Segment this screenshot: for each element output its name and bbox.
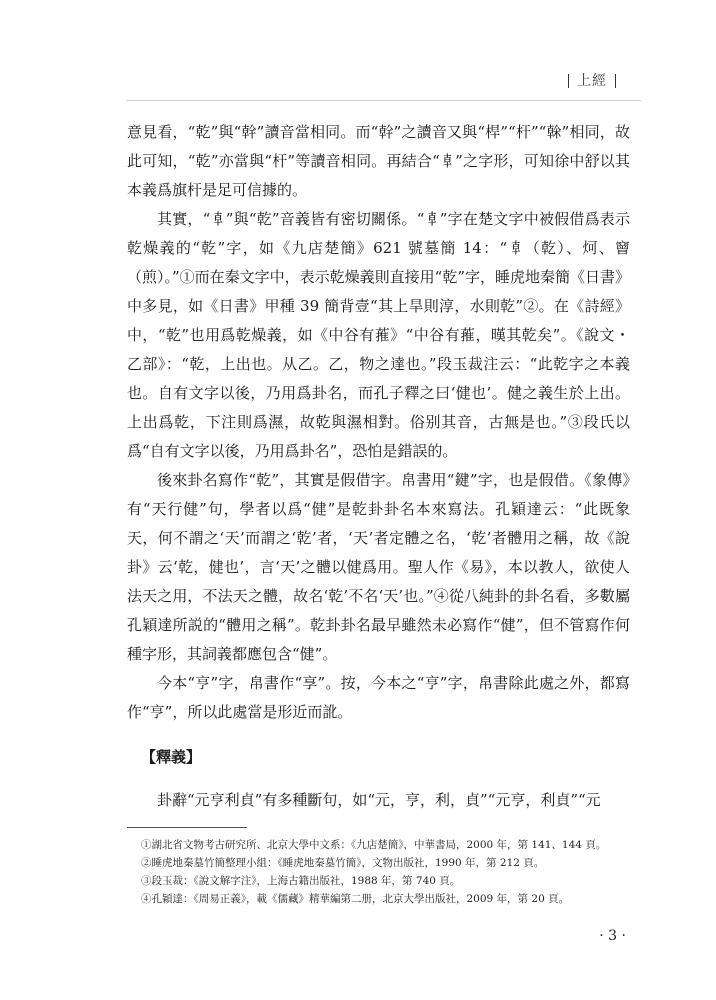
footnote-2: ②睡虎地秦墓竹簡整理小組：《睡虎地秦墓竹簡》，文物出版社，1990 年，第 212 頁。 bbox=[141, 857, 545, 869]
section-heading: 【釋義】 bbox=[141, 748, 202, 766]
footnote-rule bbox=[127, 827, 247, 828]
header-right-bar bbox=[615, 74, 616, 88]
footnote-1: ①湖北省文物考古研究所、北京大學中文系：《九店楚簡》，中華書局，2000 年，第 141、144 頁。 bbox=[141, 839, 607, 851]
paragraph-gan-relationship: 其實，“𠦝”與“乾”音義皆有密切關係。“𠦝”字在楚文字中被假借爲表示乾燥義的“乾”字，如《九店楚簡》621 號墓簡 14：“𠦝（乾）、炣、䆵（煎）。”①而在秦文字中，表示乾燥義則直接用“乾”字，睡虎地秦簡《日書》中多見，如《日書》甲種 39 簡背壹“其上旱則淳，水則乾”②。在《詩經》中，“乾”也用爲乾燥義，如《中谷有蓷》“中谷有蓷，暵其乾矣”。《說文・乙部》：“乾，上出也。从乙。乙，物之達也。”段玉裁注云：“此乾字之本義也。自有文字以後，乃用爲卦名，而孔子釋之曰‘健也’。健之義生於上出。上出爲乾，下注則爲濕，故乾與濕相對。俗别其音，古無是也。”③段氏以爲“自有文字以後，乃用爲卦名”，恐怕是錯誤的。 bbox=[127, 210, 631, 460]
paragraph-heng: 今本“亨”字，帛書作“享”。按，今本之“亨”字，帛書除此處之外，都寫作“亨”，所以此處當是形近而訛。 bbox=[127, 674, 630, 721]
paragraph-guaci: 卦辭“元亨利貞”有多種斷句，如“元，亨，利，貞”“元亨，利貞”“元 bbox=[157, 791, 601, 809]
footnotes bbox=[141, 836, 631, 908]
header-section-title: 上經 bbox=[577, 73, 607, 89]
header-left-bar bbox=[568, 74, 569, 88]
paragraph-gua-name: 後來卦名寫作“乾”，其實是假借字。帛書用“鍵”字，也是假借。《象傳》有“天行健”句，學者以爲“健”是乾卦卦名本來寫法。孔穎達云：“此既象天，何不謂之‘天’而謂之‘乾’者，‘天’者定體之名，‘乾’者體用之稱，故《說卦》云‘乾，健也’，言‘天’之體以健爲用。聖人作《易》，本以教人，欲使人法天之用，不法天之體，故名‘乾’不名‘天’也。”④從八純卦的卦名看，多數屬孔穎達所説的“體用之稱”。乾卦卦名最早雖然未必寫作“健”，但不管寫作何種字形，其詞義都應包含“健”。 bbox=[127, 471, 630, 663]
paragraph-continuation: 意見看，“乾”與“幹”讀音當相同。而“幹”之讀音又與“桿”“杆”“榦”相同，故此可知，“乾”亦當與“杆”等讀音相同。再結合“𠦝”之字形，可知徐中舒以其本義爲旗杆是足可信據的。 bbox=[127, 123, 630, 199]
page-number: · 3 · bbox=[599, 928, 626, 944]
running-header bbox=[560, 70, 624, 90]
header-rule bbox=[126, 100, 641, 101]
footnote-4: ④孔穎達：《周易正義》，載《儒藏》精華編第二册，北京大學出版社，2009 年，第 20 頁。 bbox=[141, 893, 570, 905]
main-text bbox=[127, 118, 630, 815]
footnote-3: ③段玉裁：《說文解字注》，上海古籍出版社，1988 年，第 740 頁。 bbox=[141, 875, 461, 887]
